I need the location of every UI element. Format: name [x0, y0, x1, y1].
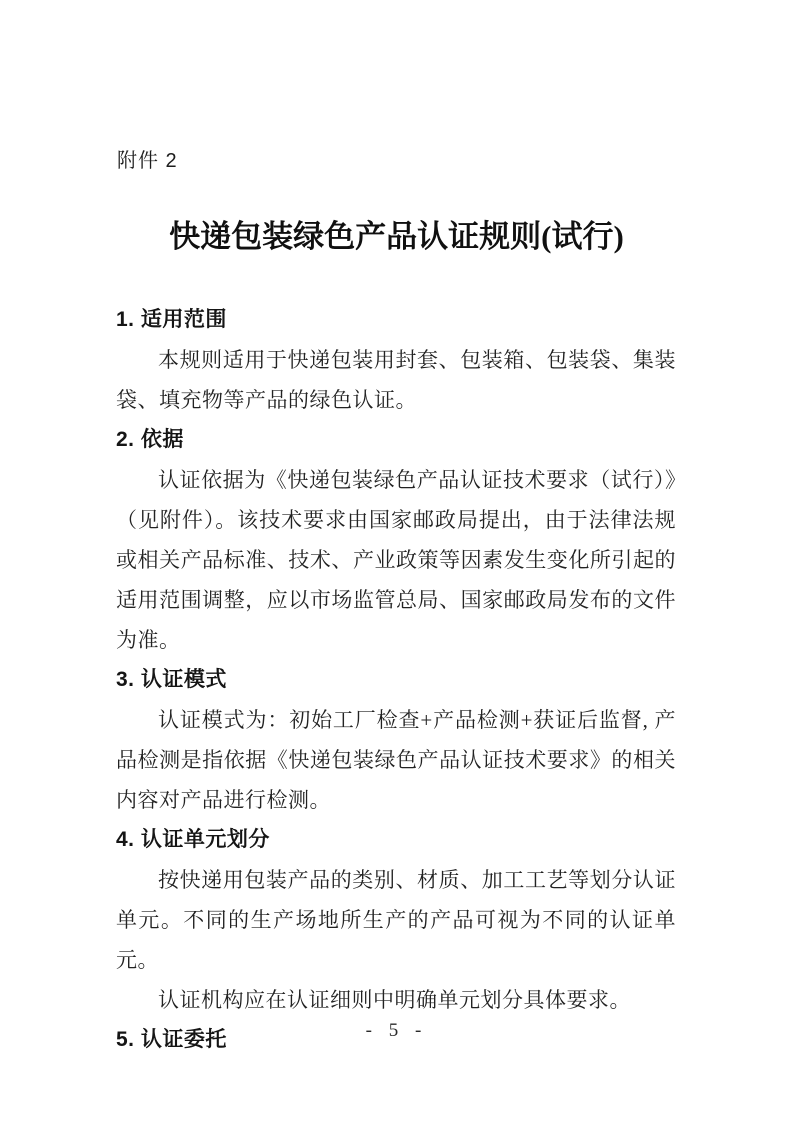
section-heading: 2. 依据 — [116, 428, 184, 451]
attachment-label: 附件 2 — [117, 150, 178, 172]
body-paragraph: 认证模式为：初始工厂检查+产品检测+获证后监督, 产品检测是指依据《快递包装绿色产品认证技术要求》的相关内容对产品进行检测。 — [116, 708, 676, 812]
body-paragraph: 认证依据为《快递包装绿色产品认证技术要求（试行）》（见附件）。该技术要求由国家邮政局提出，由于法律法规或相关产品标准、技术、产业政策等因素发生变化所引起的适用范围调整，应以市场监管总局、国家邮政局发布的文件为准。 — [116, 468, 676, 652]
section-heading: 5. 认证委托 — [116, 1028, 227, 1051]
body-paragraph: 本规则适用于快递包装用封套、包装箱、包装袋、集装袋、填充物等产品的绿色认证。 — [116, 348, 676, 412]
section-heading: 3. 认证模式 — [116, 668, 227, 691]
document-section — [116, 820, 676, 1020]
document-section — [116, 300, 676, 420]
document-title: 快递包装绿色产品认证规则(试行) — [169, 219, 624, 254]
document-section — [116, 660, 676, 820]
body-paragraph: 按快递用包装产品的类别、材质、加工工艺等划分认证单元。不同的生产场地所生产的产品可视为不同的认证单元。 — [116, 868, 676, 972]
document-body — [116, 300, 676, 1060]
section-heading: 4. 认证单元划分 — [116, 828, 270, 851]
body-paragraph: 认证机构应在认证细则中明确单元划分具体要求。 — [158, 988, 631, 1012]
document-section — [116, 420, 676, 660]
section-heading: 1. 适用范围 — [116, 308, 227, 331]
page-number: - 5 - — [365, 1020, 428, 1041]
